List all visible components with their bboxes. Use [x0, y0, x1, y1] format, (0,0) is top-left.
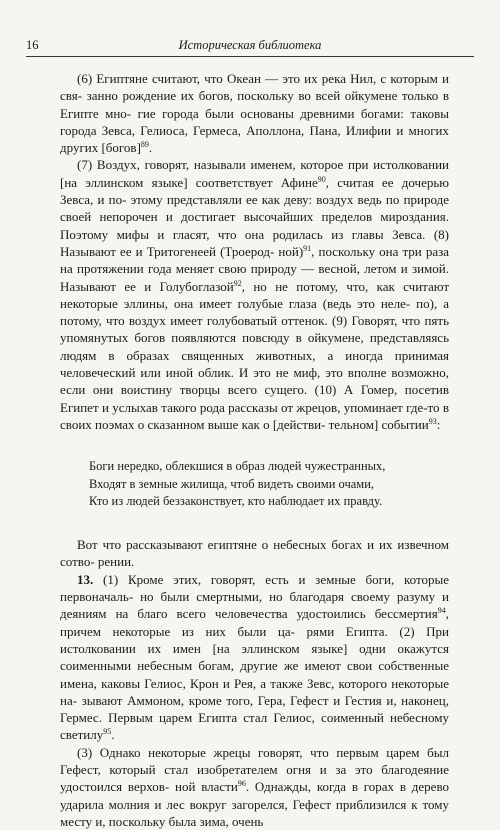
text-run: .	[111, 727, 115, 743]
paragraph	[60, 70, 449, 156]
footnote-ref: 92	[233, 278, 242, 288]
chapter-number: 13.	[77, 571, 94, 587]
footnote-ref: 95	[103, 727, 112, 737]
footnote-ref: 96	[237, 779, 246, 789]
running-title: Историческая библиотека	[178, 38, 322, 52]
paragraph	[60, 536, 449, 571]
poem-quote	[89, 458, 449, 510]
footnote-ref: 90	[317, 174, 326, 184]
text-run: .	[148, 140, 153, 156]
paragraphs-before-poem	[60, 70, 449, 433]
poem-line: Боги нередко, облекшися в образ людей чужестранных,	[89, 459, 386, 474]
text-run: . Однажды, когда в горах в дерево ударила молния и лес вокруг загорелся, Гефест приблизился к тому месту и, поскольку была зима, очень	[60, 779, 449, 829]
poem-line: Входят в земные жилища, чтоб видеть своими очами,	[89, 476, 375, 491]
text-run: , поскольку она три раза на протяжении года меняет свою природу — весной, летом и зимой. Называют ее и Голубоглазой	[60, 243, 449, 294]
paragraph	[60, 744, 449, 830]
text-run: , но не потому, что, как считают некоторые эллины, она имеет голубые глаза (ведь это неле- по), а потому, что воздух имеет голубоватый оттенок. (9) Говорят, что пять упомянутых богов появляются повсюду в ойкумене, представляясь людям в образах священных животных, а иногда принимая человеческий или иной облик. И это не миф, это вполне возможно, если они воистину творцы всего сущего. (10) А Гомер, посетив Египет и услыхав такого рода рассказы от жрецов, упоминает где-то в своих поэмах о сказанном выше как о [действи- тельном] событии	[60, 278, 450, 432]
paragraphs-after-poem	[60, 536, 449, 830]
text-run: , считая ее дочерью Зевса, и по- этому представляли ее как деву: воздух ведь по природе своей непорочен и достигает высочайших пределов мироздания. Поэтому мифы и гласят, что она родилась из главы Зевса. (8) Называют ее и Тритогенеей (Троерод- ной)	[60, 174, 449, 259]
text-run: Вот что рассказывают египтяне о небесных богах и их извечном сотво- рении.	[60, 537, 449, 570]
footnote-ref: 89	[140, 140, 149, 150]
paragraph	[60, 156, 449, 433]
poem-line: Кто из людей беззаконствует, кто наблюдает их правду.	[89, 493, 383, 508]
text-run: :	[436, 416, 441, 432]
footnote-ref: 93	[428, 416, 437, 426]
text-run: (3) Однако некоторые жрецы говорят, что первым царем был Гефест, который стал изобретателем огня и за это благодеяние удостоился верхов- ной власти	[60, 744, 449, 795]
footnote-ref: 94	[437, 606, 446, 616]
text-run: (7) Воздух, говорят, называли именем, которое при истолковании [на эллинском языке] соответствует Афине	[60, 157, 449, 190]
footnote-ref: 91	[303, 243, 312, 253]
text-run: (6) Египтяне считают, что Океан — это их река Нил, с которым и свя- занно рождение их богов, поскольку во всей ойкумене только в Египте мно- гие города были основаны древними богами: таковы города Зевса, Гелиоса, Гермеса, Аполлона, Пана, Илифии и многих других [богов]	[60, 71, 449, 156]
page-number: 16	[26, 38, 39, 52]
running-header	[26, 38, 474, 57]
paragraph	[60, 571, 449, 744]
text-body	[60, 70, 449, 830]
text-run: (1) Кроме этих, говорят, есть и земные боги, которые первоначаль- но были смертными, но благодаря своему разуму и деяниям на благо всего человечества удостоились бессмертия	[60, 571, 449, 622]
text-run: , причем некоторые из них были ца- рями Египта. (2) При истолковании их имен [на эллинском языке] одни окажутся соименными небесным богам, другие же имеют свои собственные имена, каковы Гелиос, Крон и Рея, а также Зевс, которого некоторые на- зывают Аммоном, кроме того, Гера, Гефест и Гестия и, наконец, Гермес. Первым царем Египта стал Гелиос, соименный небесному светилу	[60, 606, 449, 743]
